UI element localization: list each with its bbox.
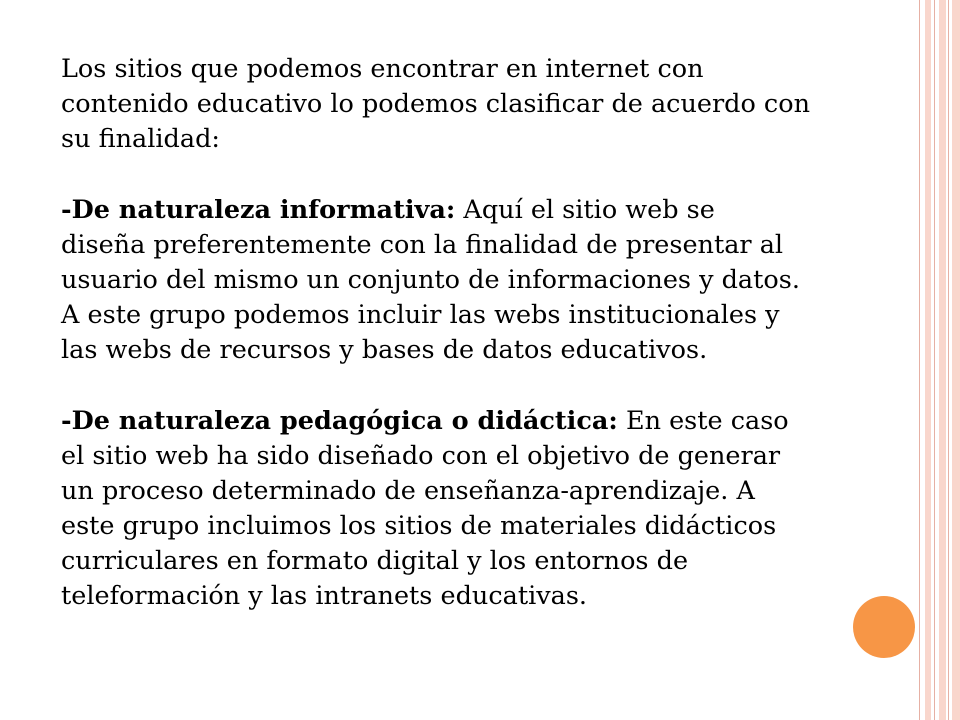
informative-heading: -De naturaleza informativa: [61, 195, 456, 225]
text-line [61, 193, 911, 228]
border-stripe [925, 0, 931, 720]
text-line: diseña preferentemente con la finalidad de presentar al [61, 230, 784, 260]
text-line: A este grupo podemos incluir las webs institucionales y [61, 300, 780, 330]
border-stripe [952, 0, 960, 720]
border-line [934, 0, 935, 720]
text-fragment: Aquí el sitio web se [455, 195, 715, 225]
pedagogical-paragraph [61, 404, 911, 614]
text-line: teleformación y las intranets educativas. [61, 581, 588, 611]
text-line: Los sitios que podemos encontrar en internet con [61, 54, 704, 84]
text-line: usuario del mismo un conjunto de informaciones y datos. [61, 265, 800, 295]
pedagogical-heading: -De naturaleza pedagógica o didáctica: [61, 406, 618, 436]
text-line [61, 404, 911, 439]
intro-paragraph [61, 52, 911, 157]
informative-paragraph [61, 193, 911, 368]
text-line: un proceso determinado de enseñanza-aprendizaje. A [61, 476, 755, 506]
text-line: su finalidad: [61, 124, 221, 154]
border-stripe [939, 0, 946, 720]
border-line [919, 0, 920, 720]
text-line: curriculares en formato digital y los entornos de [61, 546, 689, 576]
text-fragment: En este caso [617, 406, 789, 436]
text-line: este grupo incluimos los sitios de materiales didácticos [61, 511, 777, 541]
slide-body [61, 52, 911, 614]
text-line: el sitio web ha sido diseñado con el objetivo de generar [61, 441, 781, 471]
text-line: las webs de recursos y bases de datos educativos. [61, 335, 708, 365]
text-line: contenido educativo lo podemos clasificar de acuerdo con [61, 89, 810, 119]
border-line [948, 0, 949, 720]
